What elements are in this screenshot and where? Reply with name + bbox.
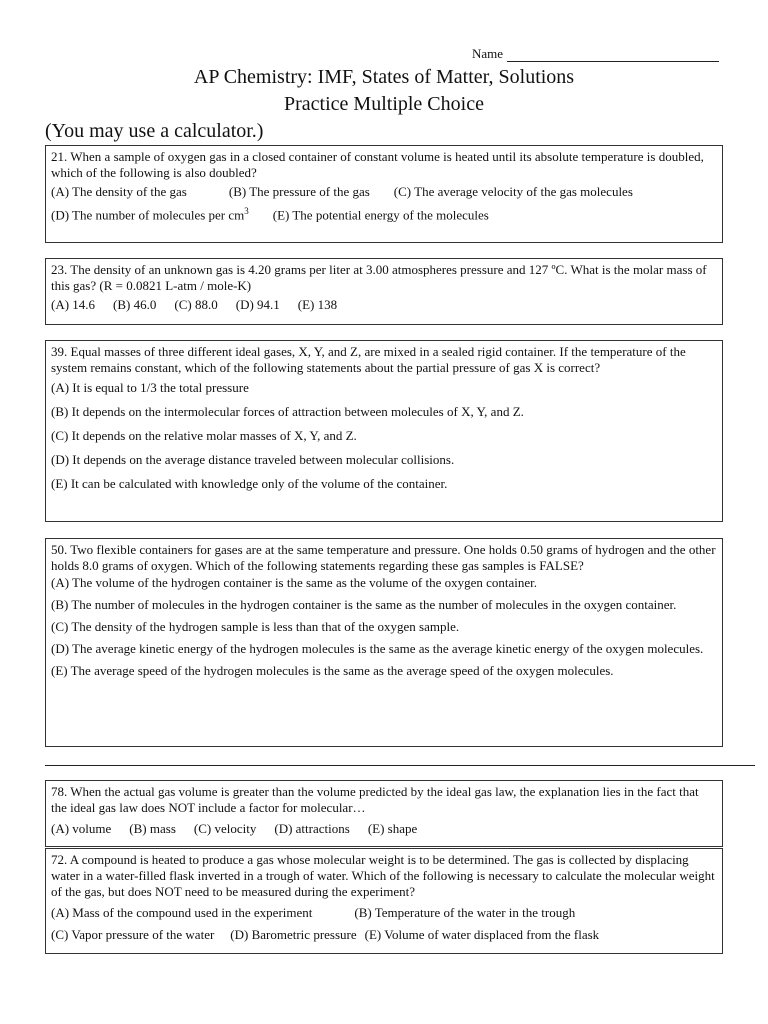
option-a: (A) 14.6 xyxy=(51,297,96,312)
option-b: (B) 46.0 xyxy=(113,297,157,312)
option-d: (D) It depends on the average distance traveled between molecular collisions. xyxy=(51,452,455,467)
name-blank-line[interactable] xyxy=(507,49,719,62)
option-a: (A) volume xyxy=(51,821,112,836)
question-21 xyxy=(45,145,723,243)
option-d: (D) The average kinetic energy of the hydrogen molecules is the same as the average kinetic energy of the oxygen molecules. xyxy=(51,641,704,656)
question-50 xyxy=(45,538,723,747)
options-row xyxy=(51,905,717,921)
option-c: (C) 88.0 xyxy=(174,297,218,312)
option-c: (C) Vapor pressure of the water xyxy=(51,927,215,942)
option-b: (B) The pressure of the gas xyxy=(228,184,370,199)
name-label: Name xyxy=(472,46,504,61)
options-row xyxy=(51,927,717,943)
section-divider xyxy=(45,765,755,766)
option-c: (C) The average velocity of the gas molecules xyxy=(393,184,633,199)
options-row xyxy=(51,297,717,313)
option-b: (B) Temperature of the water in the trough xyxy=(354,905,576,920)
option-d-superscript: 3 xyxy=(244,206,249,216)
option-d: (D) Barometric pressure xyxy=(230,927,357,942)
option-e: (E) shape xyxy=(367,821,418,836)
page-subtitle: Practice Multiple Choice xyxy=(284,93,484,115)
option-a: (A) It is equal to 1/3 the total pressure xyxy=(51,380,249,395)
option-e: (E) The potential energy of the molecules xyxy=(272,207,489,223)
option-b: (B) The number of molecules in the hydrogen container is the same as the number of molecules in the oxygen container. xyxy=(51,597,677,612)
option-c: (C) velocity xyxy=(193,821,257,836)
page-title: AP Chemistry: IMF, States of Matter, Solutions xyxy=(193,66,575,88)
question-stem: 21. When a sample of oxygen gas in a closed container of constant volume is heated until its absolute temperature is doubled, which of the following is also doubled? xyxy=(51,149,704,180)
option-a: (A) The volume of the hydrogen container is the same as the volume of the oxygen container. xyxy=(51,575,538,590)
option-e: (E) 138 xyxy=(297,297,338,312)
calculator-note: (You may use a calculator.) xyxy=(45,120,264,142)
options-row xyxy=(51,184,717,200)
option-c: (C) The density of the hydrogen sample is less than that of the oxygen sample. xyxy=(51,619,460,634)
option-d: (D) The number of molecules per cm xyxy=(51,207,245,223)
question-78 xyxy=(45,780,723,847)
option-a: (A) The density of the gas xyxy=(51,184,187,199)
option-e: (E) It can be calculated with knowledge only of the volume of the container. xyxy=(51,476,448,491)
option-e: (E) The average speed of the hydrogen molecules is the same as the average speed of the oxygen molecules. xyxy=(51,663,614,678)
question-72 xyxy=(45,848,723,954)
option-c: (C) It depends on the relative molar masses of X, Y, and Z. xyxy=(51,428,357,443)
options-row xyxy=(51,203,717,223)
question-stem: 78. When the actual gas volume is greater than the volume predicted by the ideal gas law, the explanation lies in the fact that the ideal gas law does NOT include a factor for molecular… xyxy=(51,784,699,815)
name-field[interactable] xyxy=(472,46,719,62)
question-stem: 23. The density of an unknown gas is 4.20 grams per liter at 3.00 atmospheres pressure and 127 ºC. What is the molar mass of this gas? (R = 0.0821 L-atm / mole-K) xyxy=(51,262,707,293)
question-23 xyxy=(45,258,723,325)
question-stem: 39. Equal masses of three different ideal gases, X, Y, and Z, are mixed in a sealed rigid container. If the temperature of the system remains constant, which of the following statements about the partial pressure of gas X is correct? xyxy=(51,344,686,375)
option-e: (E) Volume of water displaced from the flask xyxy=(364,927,600,942)
question-stem: 72. A compound is heated to produce a gas whose molecular weight is to be determined. The gas is collected by displacing water in a water-filled flask inverted in a trough of water. Which of the following is necessary to calculate the molecular weight of the gas, but does NOT need to be measured during the experiment? xyxy=(51,852,715,899)
options-row xyxy=(51,821,717,837)
question-stem: 50. Two flexible containers for gases are at the same temperature and pressure. One holds 0.50 grams of hydrogen and the other holds 8.0 grams of oxygen. Which of the following statements regarding these gas samples is FALSE? xyxy=(51,542,716,573)
option-b: (B) It depends on the intermolecular forces of attraction between molecules of X, Y, and Z. xyxy=(51,404,524,419)
option-d: (D) attractions xyxy=(274,821,350,836)
option-a: (A) Mass of the compound used in the experiment xyxy=(51,905,313,920)
option-d: (D) 94.1 xyxy=(235,297,280,312)
option-b: (B) mass xyxy=(129,821,176,836)
question-39 xyxy=(45,340,723,522)
